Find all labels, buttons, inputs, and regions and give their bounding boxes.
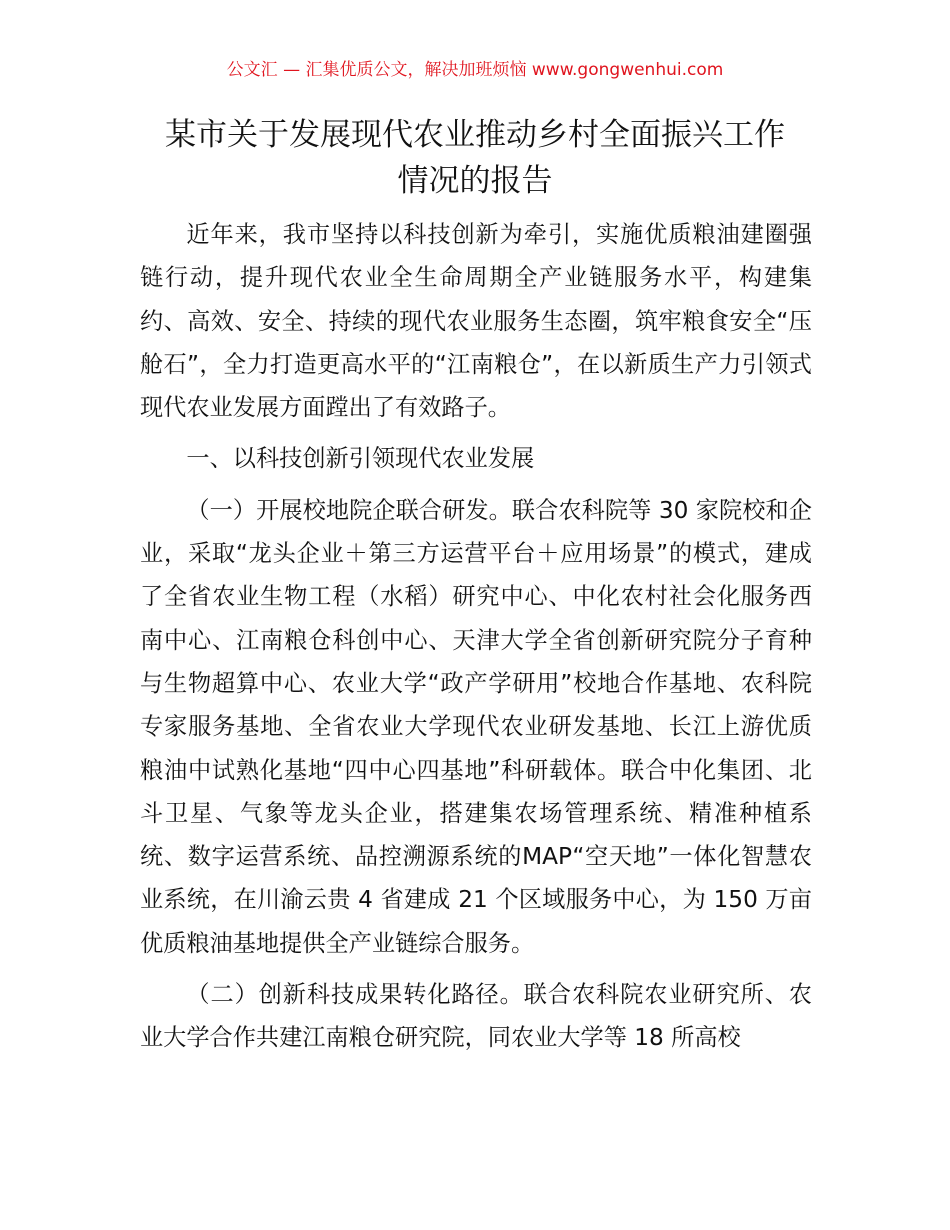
subsection-paragraph-2: （二）创新科技成果转化路径。联合农科院农业研究所、农业大学合作共建江南粮仓研究院，同农业大学等 18 所高校 [140, 981, 812, 1052]
title-line-1: 某市关于发展现代农业推动乡村全面振兴工作 [165, 117, 785, 153]
site-banner: 公文汇 — 汇集优质公文，解决加班烦恼 www.gongwenhui.com [226, 60, 724, 80]
document-body [140, 213, 812, 1060]
subsection-paragraph-1: （一）开展校地院企联合研发。联合农科院等 30 家院校和企业，采取“龙头企业＋第三方运营平台＋应用场景”的模式，建成了全省农业生物工程（水稻）研究中心、中化农村社会化服务西南中心、江南粮仓科创中心、天津大学全省创新研究院分子育种与生物超算中心、农业大学“政产学研用”校地合作基地、农科院专家服务基地、全省农业大学现代农业研发基地、长江上游优质粮油中试熟化基地“四中心四基地”科研载体。联合中化集团、北斗卫星、气象等龙头企业，搭建集农场管理系统、精准种植系统、数字运营系统、品控溯源系统的MAP“空天地”一体化智慧农业系统，在川渝云贵 4 省建成 21 个区域服务中心，为 150 万亩优质粮油基地提供全产业链综合服务。 [140, 496, 812, 957]
intro-paragraph: 近年来，我市坚持以科技创新为牵引，实施优质粮油建圈强链行动，提升现代农业全生命周期全产业链服务水平，构建集约、高效、安全、持续的现代农业服务生态圈，筑牢粮食安全“压舱石”，全力打造更高水平的“江南粮仓”，在以新质生产力引领式现代农业发展方面蹚出了有效路子。 [140, 221, 812, 422]
document-title [130, 112, 820, 204]
title-line-2: 情况的报告 [397, 163, 553, 199]
section-heading-1: 一、以科技创新引领现代农业发展 [186, 445, 535, 473]
